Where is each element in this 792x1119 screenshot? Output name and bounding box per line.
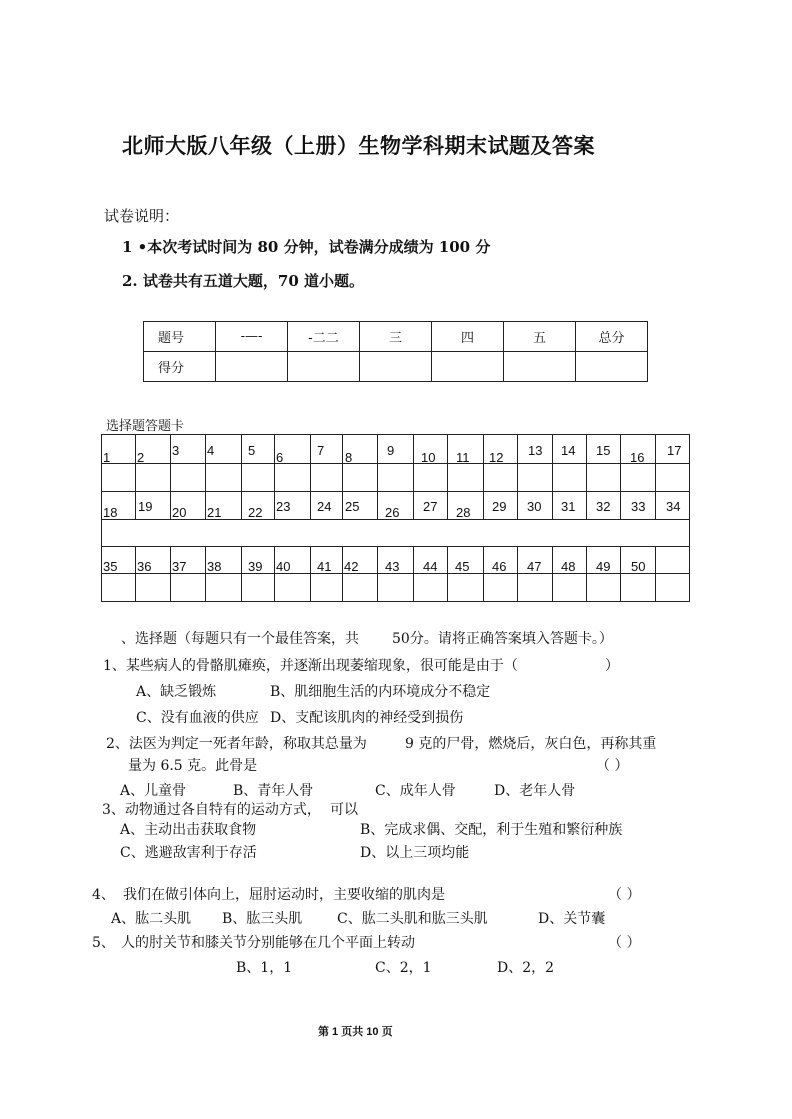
answer-card-number: 47 [527,559,542,574]
question-2-option-b[interactable]: B、青年人骨 [233,783,314,799]
answer-card-number: 14 [561,443,576,458]
page-title: 北师大版八年级（上册）生物学科期末试题及答案 [122,133,595,158]
question-1-option-a[interactable]: A、缺乏锻炼 [136,684,217,700]
score-header-cell: 题号 [144,322,216,352]
answer-card-number: 8 [345,450,353,465]
answer-card-number: 13 [528,443,543,458]
answer-card-number: 31 [561,499,576,514]
answer-card-number: 41 [317,559,332,574]
answer-card-number: 9 [387,443,395,458]
section-heading-score: 50分。请将正确答案填入答题卡。） [392,631,613,647]
answer-card-number: 37 [172,559,187,574]
question-4-number: 4、 [92,887,115,903]
score-header-cell: -—- [216,322,288,352]
question-1-option-d[interactable]: D、支配该肌肉的神经受到损伤 [270,710,464,726]
answer-card-number: 7 [317,443,325,458]
answer-card-number: 18 [103,505,118,520]
answer-card-number: 22 [248,505,263,520]
question-5-option-c[interactable]: C、2，1 [375,960,432,976]
answer-card-number: 21 [207,505,222,520]
question-5-number: 5、 [92,935,115,951]
answer-card-number: 25 [345,499,360,514]
score-header-cell: 四 [432,322,504,352]
question-3-option-a[interactable]: A、主动出击获取食物 [120,822,257,838]
score-header-cell: 三 [360,322,432,352]
instructions-heading: 试卷说明： [104,207,180,225]
question-3-option-c[interactable]: C、逃避敌害利于存活 [120,845,257,861]
answer-card-number: 48 [561,559,576,574]
answer-card-number: 30 [527,499,542,514]
answer-card-number: 39 [248,559,263,574]
answer-card-number: 17 [667,443,682,458]
answer-card-number: 46 [492,559,507,574]
question-3-stem: 3、动物通过各自特有的运动方式， [102,802,321,818]
answer-card-number: 27 [423,499,438,514]
score-input-cell[interactable] [576,352,648,382]
answer-card-number: 45 [455,559,470,574]
answer-card-number: 23 [276,499,291,514]
section-heading: 、选择题（每题只有一个最佳答案，共 [121,631,359,647]
question-1-answer-paren[interactable]: ） [605,658,619,674]
answer-card-number: 19 [138,499,153,514]
question-4-answer-paren[interactable]: （ ） [608,887,641,903]
question-2-stem-cont: 9 克的尸骨，燃烧后，灰白色，再称其重 [405,736,657,752]
answer-card-label: 选择题答题卡 [106,419,185,434]
score-table-header-row [144,322,648,352]
score-row-label: 得分 [144,352,216,382]
score-header-cell: -二二 [288,322,360,352]
answer-card-number: 40 [276,559,291,574]
question-2-option-d[interactable]: D、老年人骨 [494,783,576,799]
answer-card-number: 33 [631,499,646,514]
score-input-cell[interactable] [360,352,432,382]
question-5-option-d[interactable]: D、2，2 [497,960,555,976]
answer-card-number: 20 [172,505,187,520]
answer-card-number: 44 [423,559,438,574]
question-1-option-b[interactable]: B、肌细胞生活的内环境成分不稳定 [270,684,491,700]
answer-card-number: 34 [666,499,681,514]
question-2-option-a[interactable]: A、儿童骨 [120,783,187,799]
score-table [143,321,648,382]
answer-card-number: 11 [456,450,470,465]
answer-card-number: 4 [207,443,215,458]
question-2-stem-line2: 量为 6.5 克。此骨是 [128,758,258,774]
question-3-stem-cont: 可以 [330,802,358,818]
answer-card-number: 12 [489,450,504,465]
score-input-cell[interactable] [504,352,576,382]
answer-card-number: 49 [596,559,611,574]
question-4-option-c[interactable]: C、肱二头肌和肱三头肌 [337,911,488,927]
question-5-answer-paren[interactable]: （ ） [608,935,641,951]
score-header-cell: 总分 [576,322,648,352]
answer-card-number: 15 [596,443,611,458]
answer-card-number: 50 [631,559,646,574]
question-2-stem: 2、法医为判定一死者年龄，称取其总量为 [106,736,367,752]
instruction-line-1: 1 •本次考试时间为 80 分钟，试卷满分成绩为 100 分 [122,238,491,256]
answer-card-number: 43 [385,559,400,574]
question-2-option-c[interactable]: C、成年人骨 [375,783,456,799]
answer-card-number: 26 [385,505,400,520]
answer-card-number: 38 [207,559,222,574]
score-table-score-row [144,352,648,382]
question-1-stem: 1、某些病人的骨骼肌瘫痪，并逐渐出现萎缩现象，很可能是由于（ [103,658,518,674]
answer-card-number: 24 [317,499,332,514]
score-header-cell: 五 [504,322,576,352]
answer-card-number: 32 [596,499,611,514]
answer-card-grid[interactable] [101,434,690,602]
answer-card-number: 16 [630,450,645,465]
question-4-stem: 我们在做引体向上，屈肘运动时，主要收缩的肌肉是 [123,887,445,903]
question-3-option-b[interactable]: B、完成求偶、交配，利于生殖和繁衍种族 [360,822,623,838]
answer-card-number: 36 [137,559,152,574]
question-1-option-c[interactable]: C、没有血液的供应 [136,710,259,726]
answer-card-number: 29 [492,499,507,514]
question-4-option-a[interactable]: A、肱二头肌 [111,911,192,927]
score-input-cell[interactable] [216,352,288,382]
instruction-line-2: 2. 试卷共有五道大题，70 道小题。 [122,272,364,290]
answer-card-number: 35 [103,559,118,574]
question-4-option-d[interactable]: D、关节囊 [538,911,606,927]
question-5-option-b[interactable]: B、1，1 [236,960,293,976]
answer-card-number: 28 [456,505,471,520]
question-3-option-d[interactable]: D、以上三项均能 [360,845,470,861]
question-2-answer-paren[interactable]: （ ） [596,758,629,774]
answer-card-number: 5 [248,443,256,458]
answer-card-number: 6 [276,450,284,465]
question-5-stem: 人的肘关节和膝关节分别能够在几个平面上转动 [121,935,415,951]
answer-card-number: 1 [103,450,111,465]
page-footer: 第 1 页共 10 页 [318,1026,393,1038]
answer-card-number: 42 [344,559,359,574]
score-input-cell[interactable] [288,352,360,382]
answer-card-number: 2 [137,450,145,465]
question-4-option-b[interactable]: B、肱三头肌 [222,911,303,927]
score-input-cell[interactable] [432,352,504,382]
answer-card-number: 10 [421,450,436,465]
answer-card-number: 3 [172,443,180,458]
